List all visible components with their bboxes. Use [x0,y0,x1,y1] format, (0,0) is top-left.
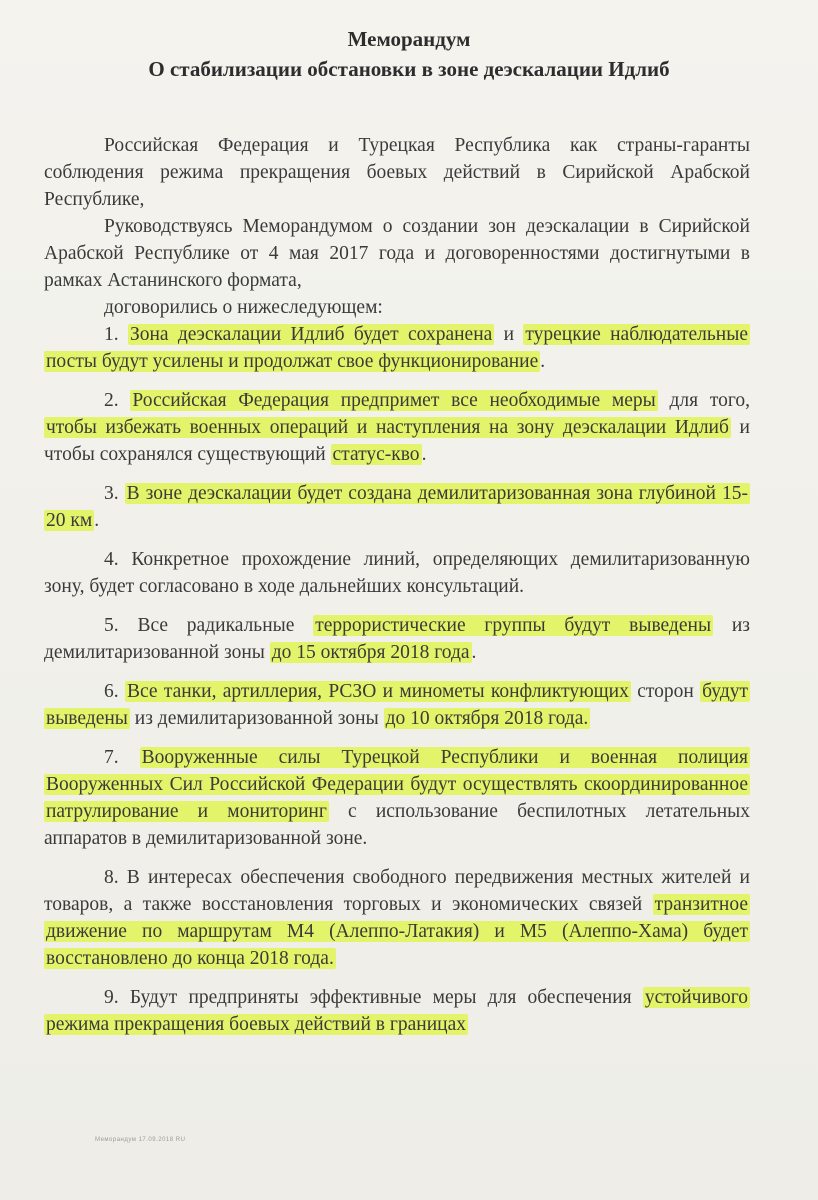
document-subtitle: О стабилизации обстановки в зоне деэскалации Идлиб [148,57,670,81]
highlighted-text: Российская Федерация предпримет все необходимые меры [132,390,656,411]
item-text: для того, [657,390,750,411]
item-number: 5. [104,615,138,636]
highlighted-text: будут выведены [46,681,749,729]
intro-paragraph-2: Руководствуясь Меморандумом о создании зон деэскалации в Сирийской Арабской Республике от 4 мая 2017 года и договоренностями достигнутыми в рамках Астанинского формата, [44,216,750,291]
item-text: из демилитаризованной зоны [129,708,384,729]
highlighted-text: статус-кво [332,444,420,465]
numbered-item [44,480,750,534]
highlighted-text: устойчивого режима прекращения боевых действий в границах [46,987,748,1035]
item-text: . [421,444,427,465]
item-number: 1. [104,324,128,345]
item-number: 9. [104,987,130,1008]
numbered-item [44,321,750,375]
numbered-item [44,744,750,852]
intro-paragraph-1: Российская Федерация и Турецкая Республика как страны-гаранты соблюдения режима прекращения боевых действий в Сирийской Арабской Республике, [44,135,750,210]
highlighted-text: турецкие наблюдательные посты будут усилены и продолжат свое функционирование [46,324,748,372]
numbered-item [44,612,750,666]
item-text: из демилитаризованной зоны [44,615,750,663]
item-number: 4. [104,549,132,570]
item-text: Все радикальные [137,615,314,636]
item-number: 2. [104,390,131,411]
document-title: Меморандум [347,27,471,51]
numbered-item [44,864,750,972]
item-text: Конкретное прохождение линий, определяющих демилитаризованную зону, будет согласовано в ходе дальнейших консультаций. [44,549,751,597]
item-number: 7. [104,747,140,768]
numbered-item [44,984,750,1038]
item-text: В интересах обеспечения свободного передвижения местных жителей и товаров, а также восстановления торговых и экономических связей [44,867,750,915]
footer-mark: Меморандум 17.09.2018 RU [95,1137,186,1143]
highlighted-text: чтобы избежать военных операций и наступления на зону деэскалации Идлиб [46,417,729,438]
highlighted-text: террористические группы будут выведены [315,615,712,636]
item-text: . [471,642,477,663]
highlighted-text: В зоне деэскалации будет создана демилитаризованная зона глубиной 15-20 км [46,483,748,531]
document-body [44,132,750,1038]
item-number: 3. [104,483,125,504]
item-number: 6. [104,681,125,702]
intro-paragraph-3: договорились о нижеследующем: [104,297,383,318]
highlighted-text: до 10 октября 2018 года. [385,708,589,729]
highlighted-text: Вооруженные силы Турецкой Республики и военная полиция Вооруженных Сил Российской Федерации будут осуществлять скоординированное патрулирование и мониторинг [46,747,748,822]
highlighted-text: Зона деэскалации Идлиб будет сохранена [129,324,493,345]
item-text: сторон [630,681,701,702]
numbered-item [44,546,750,600]
highlighted-text: до 15 октября 2018 года [271,642,470,663]
numbered-item [44,678,750,732]
title-block [0,24,818,84]
highlighted-text: Все танки, артиллерия, РСЗО и минометы конфликтующих [126,681,629,702]
highlighted-text: транзитное движение по маршрутам М4 (Алеппо-Латакия) и М5 (Алеппо-Хама) будет восстановлено до конца 2018 года. [46,894,748,969]
item-text: с использование беспилотных летательных аппаратов в демилитаризованной зоне. [44,801,750,849]
item-text: . [94,510,100,531]
numbered-item [44,387,750,468]
numbered-items [44,321,750,1038]
item-text: . [540,351,546,372]
item-text: и чтобы сохранялся существующий [44,417,750,465]
item-text: и [494,324,524,345]
item-number: 8. [104,867,127,888]
item-text: Будут предприняты эффективные меры для обеспечения [129,987,643,1008]
